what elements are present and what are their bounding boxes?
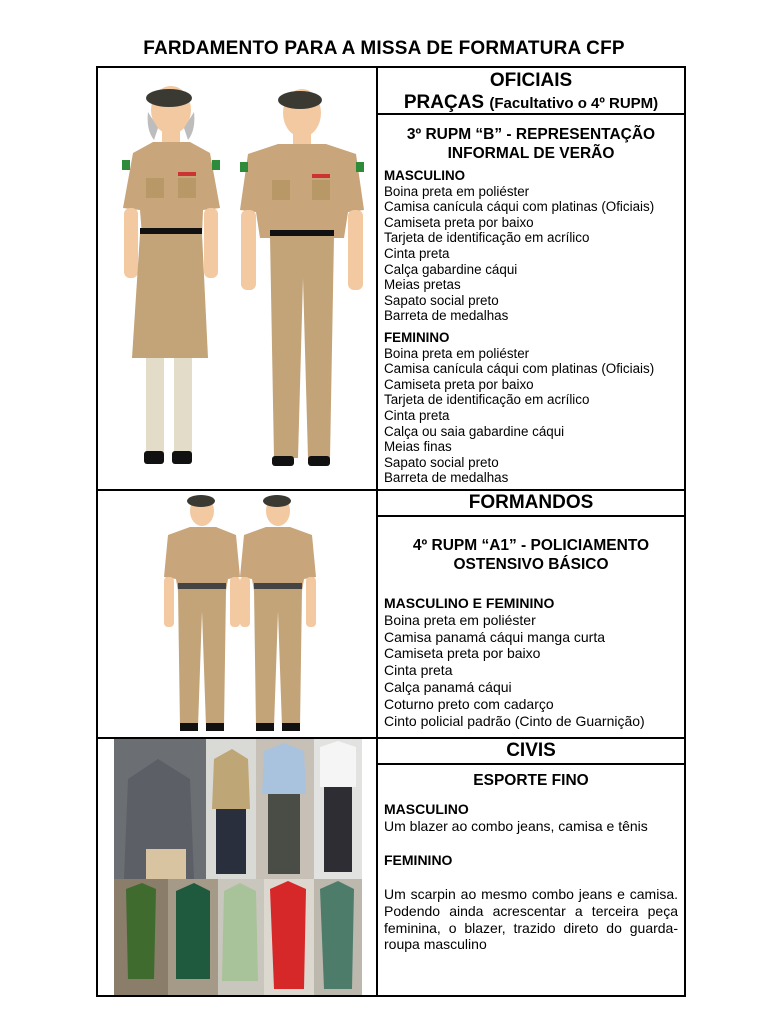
header-divider-2 <box>376 515 684 517</box>
section3-fem-block <box>384 852 678 869</box>
section1-fem-block <box>384 330 678 486</box>
list-item: Cinta preta <box>384 245 450 261</box>
section2-block <box>384 595 678 729</box>
list-item: Camiseta preta por baixo <box>384 214 534 230</box>
list-item: Calça ou saia gabardine cáqui <box>384 423 565 439</box>
list-item: Boina preta em poliéster <box>384 183 530 199</box>
section3-masc-block <box>384 801 678 835</box>
list-item: Sapato social preto <box>384 292 499 308</box>
list-item: Meias pretas <box>384 277 461 293</box>
list-item: Camisa canícula cáqui com platinas (Oficiais) <box>384 199 655 215</box>
officers-illustration <box>98 68 376 489</box>
list-item: Camisa canícula cáqui com platinas (Oficiais) <box>384 361 655 377</box>
male-cadet-figure <box>164 495 240 731</box>
section2-subtitle-line2: OSTENSIVO BÁSICO <box>453 556 609 573</box>
male-officer-figure <box>240 89 364 466</box>
section1-header <box>378 70 684 115</box>
page-title: FARDAMENTO PARA A MISSA DE FORMATURA CFP <box>143 38 625 59</box>
list-item: Boina preta em poliéster <box>384 345 530 361</box>
list-item: Camisa panamá cáqui manga curta <box>384 628 606 645</box>
section3-subtitle: ESPORTE FINO <box>473 772 589 789</box>
masc-text: Um blazer ao combo jeans, camisa e tênis <box>384 817 648 834</box>
section3-fem-text: Um scarpin ao mesmo combo jeans e camisa. Podendo ainda acrescentar a terceira peça feminina, o blazer, trazido direto do guarda-roupa masculino <box>384 886 678 953</box>
list-item: Cinta preta <box>384 662 453 679</box>
list-item: Tarjeta de identificação em acrílico <box>384 392 590 408</box>
group-title: MASCULINO E FEMININO <box>384 595 555 611</box>
header-pracas-paren: (Facultativo o 4º RUPM) <box>489 95 659 112</box>
female-officer-figure <box>122 86 220 464</box>
female-cadet-figure <box>240 495 316 731</box>
list-item: Calça panamá cáqui <box>384 678 512 695</box>
list-item: Camiseta preta por baixo <box>384 376 534 392</box>
list-item: Boina preta em poliéster <box>384 611 536 628</box>
list-item: Cinto policial padrão (Cinto de Guarnição) <box>384 712 645 729</box>
section2-subtitle <box>378 536 684 574</box>
uniform-table <box>96 66 686 997</box>
list-item: Calça gabardine cáqui <box>384 261 518 277</box>
header-oficiais: OFICIAIS <box>489 70 573 91</box>
list-item: Sapato social preto <box>384 454 499 470</box>
list-item: Tarjeta de identificação em acrílico <box>384 230 590 246</box>
header-pracas-main: PRAÇAS <box>403 92 485 113</box>
section3-header: CIVIS <box>506 740 556 761</box>
section1-masc-block <box>384 168 678 324</box>
civilian-outfits-photos <box>98 739 376 995</box>
column-divider <box>376 68 378 995</box>
list-item: Meias finas <box>384 439 452 455</box>
fem-title: FEMININO <box>384 852 453 868</box>
section2-header: FORMANDOS <box>468 492 594 513</box>
cadets-illustration <box>98 491 376 737</box>
section2-subtitle-line1: 4º RUPM “A1” - POLICIAMENTO <box>412 537 650 554</box>
list-item: Barreta de medalhas <box>384 308 509 324</box>
header-divider-3 <box>376 763 684 765</box>
list-item: Cinta preta <box>384 407 450 423</box>
masc-title: MASCULINO <box>384 801 469 817</box>
section1-subtitle <box>378 125 684 163</box>
list-item: Barreta de medalhas <box>384 470 509 486</box>
masc-title: MASCULINO <box>384 168 466 183</box>
section1-subtitle-line2: INFORMAL DE VERÃO <box>447 145 615 162</box>
section1-subtitle-line1: 3º RUPM “B” - REPRESENTAÇÃO <box>406 126 656 143</box>
list-item: Camiseta preta por baixo <box>384 645 541 662</box>
fem-title: FEMININO <box>384 330 450 345</box>
list-item: Coturno preto com cadarço <box>384 695 554 712</box>
header-pracas <box>378 92 684 115</box>
